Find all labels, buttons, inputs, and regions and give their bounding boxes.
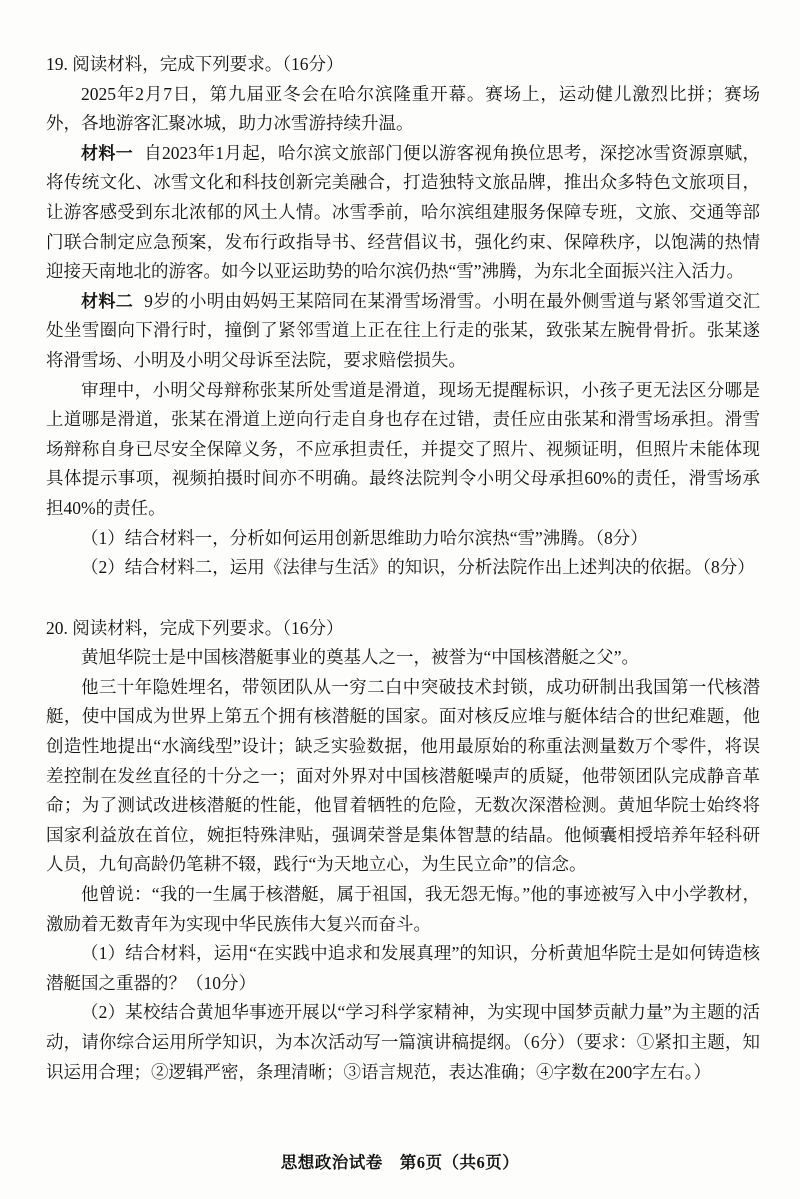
question-20-subquestion-1: （1）结合材料，运用“在实践中追求和发展真理”的知识，分析黄旭华院士是如何铸造核潜艇国之重器的？（10分） — [46, 943, 760, 993]
material-1-label: 材料一 — [81, 143, 134, 163]
question-19-intro-paragraph: 2025年2月7日，第九届亚冬会在哈尔滨隆重开幕。赛场上，运动健儿激烈比拼；赛场外，各地游客汇聚冰城，助力冰雪游持续升温。 — [46, 83, 760, 134]
question-19-material-1-paragraph — [46, 139, 760, 287]
material-2-text: 9岁的小明由妈妈王某陪同在某滑雪场滑雪。小明在最外侧雪道与紧邻雪道交汇处坐雪圈向下滑行时，撞倒了紧邻雪道上正在往上行走的张某，致张某左腕骨骨折。张某遂将滑雪场、小明及小明父母诉至法院，要求赔偿损失。 — [46, 290, 761, 370]
question-19-block — [46, 50, 760, 583]
question-20-paragraph-3: 他曾说：“我的一生属于核潜艇，属于祖国，我无怨无悔。”他的事迹被写入中小学教材，激励着无数青年为实现中华民族伟大复兴而奋斗。 — [46, 884, 760, 934]
question-20-block — [46, 614, 760, 1088]
question-19-subquestion-2: （2）结合材料二，运用《法律与生活》的知识，分析法院作出上述判决的依据。（8分） — [81, 557, 755, 578]
question-19-material-2-paragraph — [46, 287, 760, 376]
material-1-text: 自2023年1月起，哈尔滨文旅部门便以游客视角换位思考，深挖冰雪资源禀赋，将传统文化、冰雪文化和科技创新完美融合，打造独特文旅品牌，推出众多特色文旅项目，让游客感受到东北浓郁的风土人情。冰雪季前，哈尔滨组建服务保障专班，文旅、交通等部门联合制定应急预案，发布行政指导书、经营倡议书，强化约束、保障秩序，以饱满的热情迎接天南地北的游客。如今以亚运助势的哈尔滨仍热“雪”沸腾，为东北全面振兴注入活力。 — [46, 142, 761, 282]
question-20-header: 20. 阅读材料，完成下列要求。（16分） — [46, 617, 344, 638]
question-19-subquestion-1: （1）结合材料一，分析如何运用创新思维助力哈尔滨热“雪”沸腾。（8分） — [81, 527, 648, 548]
question-19-header: 19. 阅读材料，完成下列要求。（16分） — [46, 54, 344, 74]
question-20-paragraph-2: 他三十年隐姓埋名，带领团队从一穷二白中突破技术封锁，成功研制出我国第一代核潜艇，使中国成为世界上第五个拥有核潜艇的国家。面对核反应堆与艇体结合的世纪难题，他创造性地提出“水滴线型”设计；缺乏实验数据，他用最原始的称重法测量数万个零件，将误差控制在发丝直径的十分之一；面对外界对中国核潜艇噪声的质疑，他带领团队完成静音革命；为了测试改进核潜艇的性能，他冒着牺牲的危险，无数次深潜检测。黄旭华院士始终将国家利益放在首位，婉拒特殊津贴，强调荣誉是集体智慧的结晶。他倾囊相授培养年轻科研人员，九旬高龄仍笔耕不辍，践行“为天地立心，为生民立命”的信念。 — [46, 676, 760, 875]
question-20-subquestion-2: （2）某校结合黄旭华事迹开展以“学习科学家精神，为实现中国梦贡献力量”为主题的活动，请你综合运用所学知识，为本次活动写一篇演讲稿提纲。（6分）（要求：①紧扣主题，知识运用合理；②逻辑严密，条理清晰；③语言规范，表达准确；④字数在200字左右。） — [46, 1002, 760, 1082]
question-19-trial-paragraph: 审理中，小明父母辩称张某所处雪道是滑道，现场无提醒标识，小孩子更无法区分哪是上道哪是滑道，张某在滑道上逆向行走自身也存在过错，责任应由张某和滑雪场承担。滑雪场辩称自身已尽安全保障义务，不应承担责任，并提交了照片、视频证明，但照片未能体现具体提示事项，视频拍摄时间亦不明确。最终法院判令小明父母承担60%的责任，滑雪场承担40%的责任。 — [46, 379, 760, 518]
material-2-label: 材料二 — [81, 291, 134, 311]
question-20-paragraph-1: 黄旭华院士是中国核潜艇事业的奠基人之一，被誉为“中国核潜艇之父”。 — [81, 647, 640, 668]
page-footer: 思想政治试卷 第6页（共6页） — [280, 1153, 520, 1172]
